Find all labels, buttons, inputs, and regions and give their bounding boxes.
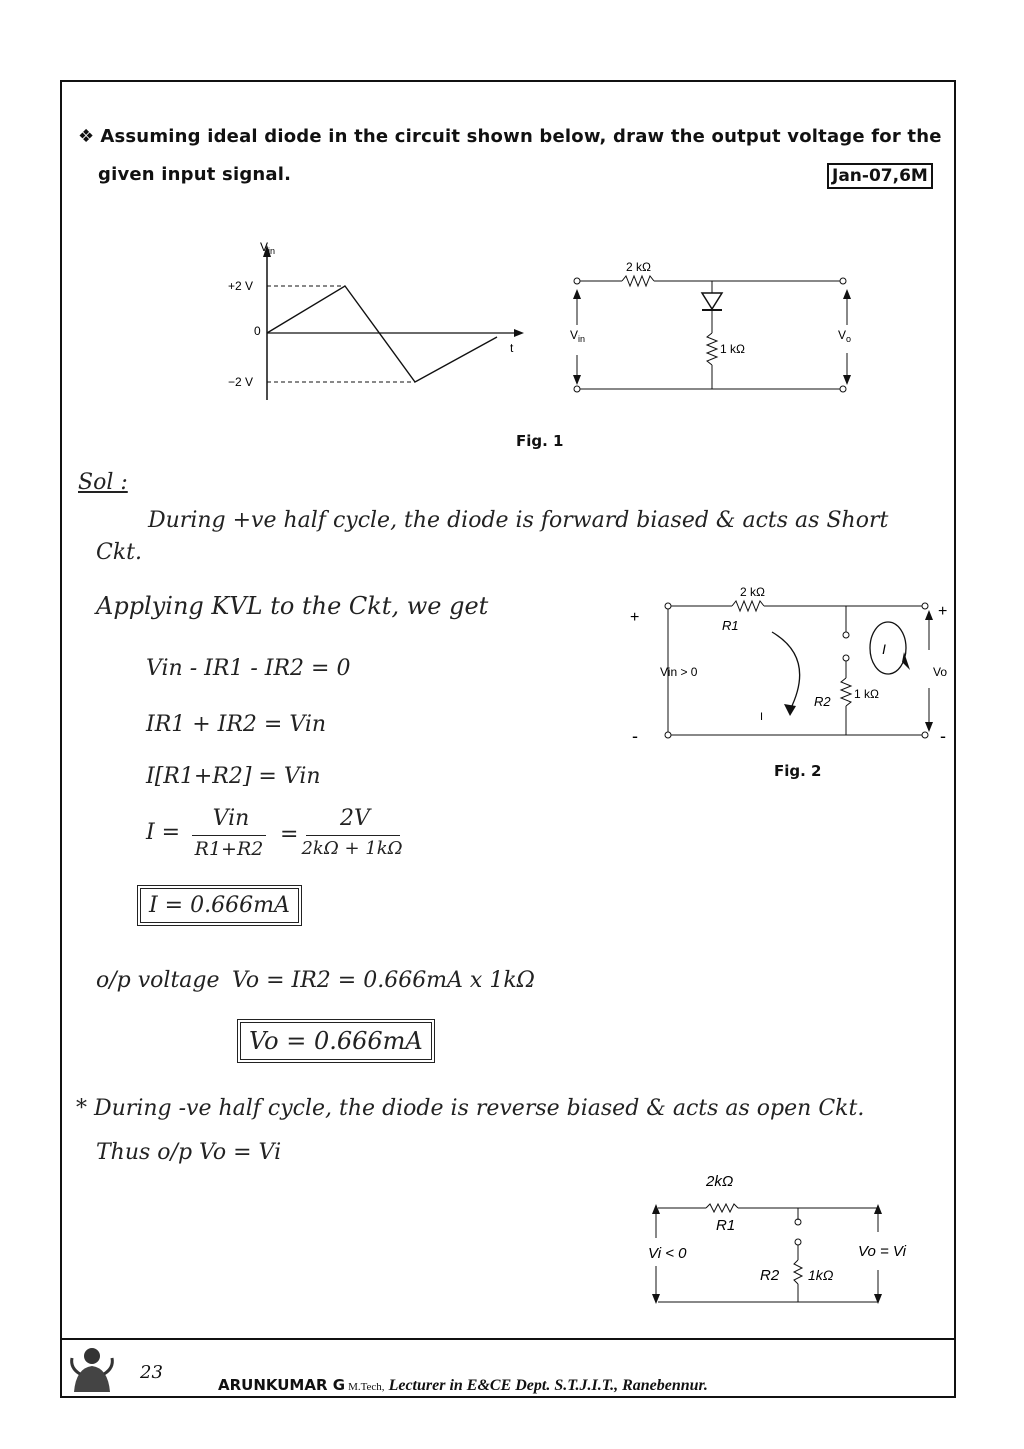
footer-author: ARUNKUMAR G M.Tech, Lecturer in E&CE Dept. S.T.J.I.T., Ranebennur.: [218, 1376, 708, 1394]
fig1-vo-label: $V_o$: [838, 328, 852, 344]
t-axis-label: t: [510, 341, 514, 355]
fig1-vin-label: $V_{in}$: [570, 328, 586, 344]
result-current-box: I = 0.666mA: [140, 888, 299, 923]
eq4-den2: 2kΩ + 1kΩ: [301, 838, 403, 859]
fig2-vin-label: Vin > 0: [660, 665, 698, 679]
eq4-den1: R1+R2: [194, 838, 264, 860]
result-voltage-box: Vo = 0.666mA: [240, 1022, 432, 1060]
fig2-plus-right: +: [938, 603, 948, 620]
page-number: 23: [140, 1362, 163, 1383]
fig2-circuit: [620, 580, 960, 755]
plus2-label: +2 V: [228, 279, 254, 293]
fig2-r2-label: R2: [814, 694, 831, 709]
sol-line2: Applying KVL to the Ckt, we get: [96, 592, 489, 620]
bullet-icon: ❖: [78, 126, 95, 147]
sol-label: Sol :: [78, 470, 128, 495]
author-logo-icon: [66, 1344, 118, 1396]
sol-line3: * During -ve half cycle, the diode is reverse biased & acts as open Ckt.: [76, 1096, 865, 1121]
exam-tag: Jan-07,6M: [827, 163, 933, 189]
eq4-num1: Vin: [212, 806, 250, 831]
eq4-eq: =: [280, 822, 299, 847]
eq4-num2: 2V: [340, 806, 370, 831]
sol-line4: Thus o/p Vo = Vi: [96, 1140, 282, 1165]
fig2-plus-left: +: [630, 609, 640, 626]
fig1-r1-label: 2 kΩ: [626, 260, 651, 274]
fig1-circuit: [560, 255, 860, 400]
fig3-vin-label: Vi < 0: [648, 1245, 687, 1262]
fig2-caption: Fig. 2: [774, 762, 822, 780]
fig2-r1-label: R1: [722, 618, 739, 633]
input-signal-graph: [220, 235, 530, 410]
eq3: I[R1+R2] = Vin: [146, 764, 321, 789]
fig3-vo-label: Vo = Vi: [858, 1243, 906, 1260]
eq1: Vin - IR1 - IR2 = 0: [146, 656, 351, 681]
fig3-r2-label: R2: [760, 1267, 780, 1284]
footer-divider: [60, 1338, 956, 1340]
sol-line1b: Ckt.: [96, 540, 142, 565]
fig2-minus-right: -: [940, 726, 946, 746]
fig2-minus-left: -: [632, 726, 638, 746]
op-label: o/p voltage: [96, 968, 220, 993]
minus2-label: −2 V: [228, 375, 254, 389]
fig2-r1-value: 2 kΩ: [740, 585, 765, 599]
fig3-r1-value: 2kΩ: [706, 1173, 734, 1190]
sol-line1: During +ve half cycle, the diode is forward biased & acts as Short: [148, 508, 889, 533]
fig1-caption: Fig. 1: [516, 432, 564, 450]
eq4-lhs: I =: [146, 820, 181, 845]
fig2-vo-label: Vo: [933, 665, 948, 679]
fig3-r2-value: 1kΩ: [808, 1267, 834, 1283]
op-equation: Vo = IR2 = 0.666mA x 1kΩ: [232, 968, 535, 993]
question-text: ❖ Assuming ideal diode in the circuit shown below, draw the output voltage for the given input signal.: [78, 126, 942, 185]
fig3-circuit: [628, 1170, 928, 1310]
eq4-fraction-bar2: [306, 835, 400, 836]
zero-label: 0: [254, 324, 261, 338]
fig2-i-arrow-label: I: [882, 641, 886, 657]
fig2-r2-value: 1 kΩ: [854, 687, 879, 701]
eq4-fraction-bar1: [192, 835, 266, 836]
fig3-r1-label: R1: [716, 1217, 736, 1234]
eq2: IR1 + IR2 = Vin: [146, 712, 327, 737]
fig1-r2-label: 1 kΩ: [720, 342, 745, 356]
vin-axis-label: $V_{in}$: [260, 240, 276, 256]
fig2-i-loop: I: [760, 711, 764, 723]
